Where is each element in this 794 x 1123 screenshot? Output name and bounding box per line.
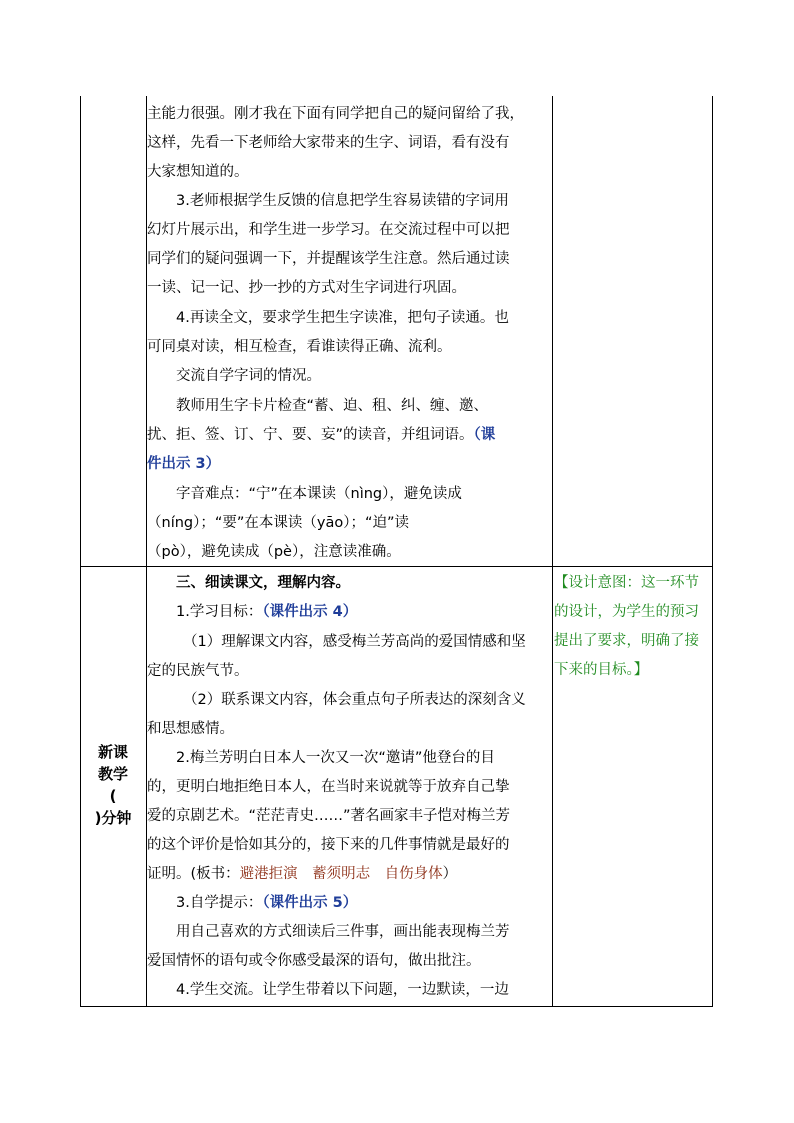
text-line	[176, 889, 357, 918]
text-line: （2）联系课文内容，体会重点句子所表达的深刻含义	[183, 692, 526, 708]
text-line: 的，更明白地拒绝日本人，在当时来说就等于放弃自己挚	[147, 779, 510, 795]
text-line: 和思想感情。	[147, 721, 234, 737]
text-span: 扰、拒、签、订、宁、要、妄”的读音，并组词语。	[147, 427, 474, 443]
design-note-line: 下来的目标。】	[554, 662, 649, 678]
section-label: 新课	[97, 743, 128, 761]
design-note-line: 提出了要求，明确了接	[554, 633, 699, 649]
courseware-tag: （课件出示 4）	[262, 604, 358, 620]
text-span: 3.自学提示：	[176, 895, 263, 911]
lesson-plan-table	[80, 96, 713, 1007]
text-line: （pò），避免读成（pè），注意读准确。	[147, 544, 401, 560]
text-line: 大家想知道的。	[147, 164, 249, 180]
section-label: )分钟	[94, 809, 132, 827]
design-note-cell	[554, 567, 712, 1006]
text-line: 用自己喜欢的方式细读后三件事，画出能表现梅兰芳	[176, 924, 510, 940]
text-line: 幻灯片展示出，和学生进一步学习。在交流过程中可以把	[147, 222, 510, 238]
text-span: 证明。(板书：	[147, 866, 240, 882]
text-line: 可同桌对读，相互检查，看谁读得正确、流利。	[147, 339, 452, 355]
text-line: （níng）；“要”在本课读（yāo）；“迫”读	[147, 515, 409, 531]
text-line: 主能力很强。刚才我在下面有同学把自己的疑问留给了我，	[147, 106, 524, 122]
courseware-tag: （课件出示 5）	[262, 895, 358, 911]
text-line: 定的民族气节。	[147, 663, 249, 679]
text-line: 交流自学字词的情况。	[176, 368, 321, 384]
text-line: 字音难点：“宁”在本课读（nìng），避免读成	[176, 486, 462, 502]
column-divider-2	[552, 96, 553, 1007]
text-span: 1.学习目标：	[176, 604, 263, 620]
text-line: 一读、记一记、抄一抄的方式对生字词进行巩固。	[147, 280, 466, 296]
text-line: 这样，先看一下老师给大家带来的生字、词语，看有没有	[147, 135, 510, 151]
design-note-line: 【设计意图：这一环节	[554, 575, 699, 591]
text-line: 教师用生字卡片检查“蓄、迫、租、纠、缠、邀、	[176, 398, 489, 414]
text-line: 爱的京剧艺术。“茫茫青史……”著名画家丰子恺对梅兰芳	[147, 808, 511, 824]
design-note-line: 的设计，为学生的预习	[554, 604, 699, 620]
section-label: (	[109, 787, 117, 805]
section-heading: 三、细读课文，理解内容。	[176, 575, 350, 591]
section-label-cell	[80, 567, 146, 1006]
text-line: （1）理解课文内容，感受梅兰芳高尚的爱国情感和坚	[183, 634, 526, 650]
section-content-cell	[147, 567, 551, 1006]
section-label: 教学	[97, 765, 128, 783]
text-line: 同学们的疑问强调一下，并提醒该学生注意。然后通过读	[147, 251, 510, 267]
table-border-bottom	[80, 1006, 713, 1007]
text-line: 的这个评价是恰如其分的，接下来的几件事情就是最好的	[147, 837, 510, 853]
text-line: 2.梅兰芳明白日本人一次又一次“邀请”他登台的目	[176, 750, 495, 766]
table-border-right	[712, 96, 713, 1007]
text-line	[147, 421, 495, 450]
text-span: ）	[442, 866, 458, 882]
courseware-tag: （课	[473, 427, 496, 443]
text-line	[176, 598, 357, 627]
board-writing: 避港拒演 蓄须明志 自伤身体	[239, 866, 443, 882]
text-line: 4.学生交流。让学生带着以下问题，一边默读，一边	[176, 982, 509, 998]
text-line: 3.老师根据学生反馈的信息把学生容易读错的字词用	[176, 193, 509, 209]
text-line: 4.再读全文，要求学生把生字读准，把句子读通。也	[176, 310, 509, 326]
text-line: 爱国情怀的语句或令你感受最深的语句，做出批注。	[147, 953, 481, 969]
courseware-tag: 件出示 3）	[147, 456, 221, 472]
upper-content-cell	[147, 96, 551, 566]
text-line	[147, 860, 457, 889]
